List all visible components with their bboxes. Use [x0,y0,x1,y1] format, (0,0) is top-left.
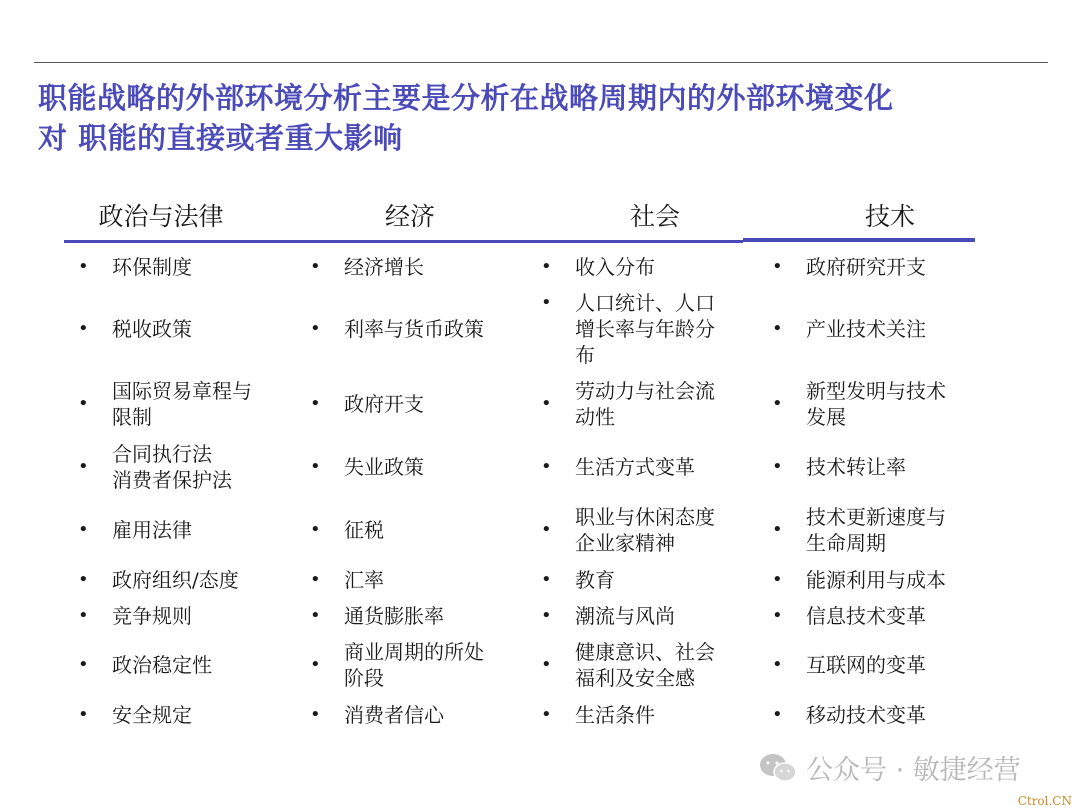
list-item-line: 环保制度 [112,255,192,279]
list-item [772,378,946,430]
bullet: • [310,456,321,477]
bullet: • [78,605,89,626]
list-item-text [575,454,695,480]
list-item-text [112,316,192,342]
list-item-line: 合同执行法 [112,442,212,466]
list-item [541,639,715,691]
bullet: • [772,519,783,540]
list-item [541,254,655,280]
list-item [772,652,926,678]
bullet: • [78,256,89,277]
list-item-text [344,639,484,691]
corner-mark: Ctrol.CN [1017,794,1072,808]
list-item [541,454,695,480]
list-item-line: 征税 [344,518,384,542]
header-underline-accent [743,238,975,242]
column-header-society: 社会 [629,202,680,231]
bullet: • [310,704,321,725]
list-item-line: 产业技术关注 [806,317,926,341]
bullet: • [772,605,783,626]
list-item-line: 潮流与风尚 [575,604,675,628]
title-line-1: 职能战略的外部环境分析主要是分析在战略周期内的外部环境变化 [38,81,894,115]
list-item-text [344,603,444,629]
list-item-line: 动性 [575,405,615,429]
column-header-politics-law: 政治与法律 [98,202,224,231]
list-item [541,567,615,593]
list-item-text [806,504,946,556]
list-item [310,603,444,629]
bullet: • [78,569,89,590]
bullet: • [78,456,89,477]
bullet: • [541,704,552,725]
list-item-line: 安全规定 [112,703,192,727]
list-item [541,702,655,728]
bullet: • [310,605,321,626]
list-item [78,316,192,342]
bullet: • [772,456,783,477]
bullet: • [78,318,89,339]
bullet: • [310,569,321,590]
list-item-line: 发展 [806,405,846,429]
bullet: • [310,519,321,540]
list-item-line: 商业周期的所处 [344,640,484,664]
list-item-line: 通货膨胀率 [344,604,444,628]
list-item-text [806,454,906,480]
list-item-line: 消费者信心 [344,703,444,727]
list-item-line: 劳动力与社会流 [575,379,715,403]
list-item-text [112,603,192,629]
list-item-text [344,316,484,342]
list-item-line: 阶段 [344,666,384,690]
list-item-line: 企业家精神 [575,531,675,555]
list-item-text [575,702,655,728]
list-item-line: 技术更新速度与 [806,505,946,529]
list-item-line: 增长率与年龄分 [575,317,715,341]
list-item-line: 汇率 [344,568,384,592]
list-item [772,567,946,593]
list-item-line: 能源利用与成本 [806,568,946,592]
list-item [78,517,192,543]
bullet: • [541,569,552,590]
bullet: • [78,654,89,675]
bullet: • [78,519,89,540]
list-item-line: 健康意识、社会 [575,640,715,664]
list-item-text [344,517,384,543]
list-item-line: 国际贸易章程与 [112,379,252,403]
bullet: • [78,393,89,414]
list-item-line: 限制 [112,405,152,429]
list-item-text [344,702,444,728]
list-item [772,316,926,342]
list-item [310,517,384,543]
list-item [310,391,424,417]
list-item [310,454,424,480]
list-item [78,254,192,280]
bullet: • [772,256,783,277]
list-item-line: 消费者保护法 [112,468,232,492]
list-item-line: 生活方式变革 [575,455,695,479]
list-item-text [112,652,212,678]
bullet: • [541,605,552,626]
bullet: • [541,519,552,540]
list-item-text [575,254,655,280]
list-item-text [575,290,715,368]
list-item [541,504,715,556]
list-item [78,567,239,593]
bullet: • [772,393,783,414]
watermark [758,748,1021,787]
list-item [772,454,906,480]
column-header-economy: 经济 [384,202,435,231]
list-item-line: 人口统计、人口 [575,291,715,315]
bullet: • [541,256,552,277]
list-item [310,567,384,593]
bullet: • [772,569,783,590]
bullet: • [772,704,783,725]
list-item-line: 福利及安全感 [575,666,695,690]
list-item [772,603,926,629]
bullet: • [310,654,321,675]
list-item-text [112,517,192,543]
bullet: • [772,654,783,675]
bullet: • [541,456,552,477]
list-item-line: 政府组织/态度 [112,568,239,592]
list-item-line: 生命周期 [806,531,886,555]
list-item [310,639,484,691]
list-item-line: 生活条件 [575,703,655,727]
list-item [541,378,715,430]
list-item-line: 利率与货币政策 [344,317,484,341]
list-item-line: 税收政策 [112,317,192,341]
list-item-line: 竞争规则 [112,604,192,628]
list-item [541,603,675,629]
list-item-line: 信息技术变革 [806,604,926,628]
list-item-line: 移动技术变革 [806,703,926,727]
list-item-text [806,378,946,430]
bullet: • [78,704,89,725]
list-item [78,378,252,430]
list-item-line: 布 [575,343,595,367]
list-item-line: 技术转让率 [806,455,906,479]
list-item-text [806,652,926,678]
list-item-text [112,567,239,593]
list-item-text [112,441,232,493]
bullet: • [310,256,321,277]
list-item-line: 政府研究开支 [806,255,926,279]
list-item-text [112,378,252,430]
list-item-line: 互联网的变革 [806,653,926,677]
bullet: • [772,318,783,339]
list-item-text [806,567,946,593]
top-rule [34,62,1048,63]
watermark-text: 公众号 · 敏捷经营 [806,755,1021,786]
list-item-line: 政治稳定性 [112,653,212,677]
list-item [78,702,192,728]
list-item [78,441,232,493]
bullet: • [310,318,321,339]
list-item-line: 经济增长 [344,255,424,279]
column-header-technology: 技术 [864,202,915,231]
list-item-text [112,254,192,280]
list-item-line: 失业政策 [344,455,424,479]
bullet: • [541,393,552,414]
list-item [310,254,424,280]
list-item-text [344,567,384,593]
list-item [78,603,192,629]
list-item-line: 新型发明与技术 [806,379,946,403]
list-item [772,702,926,728]
list-item [772,504,946,556]
list-item [310,316,484,342]
list-item-text [575,639,715,691]
bullet: • [541,292,552,313]
list-item-line: 职业与休闲态度 [575,505,715,529]
list-item-text [344,454,424,480]
list-item-text [344,391,424,417]
list-item-text [806,702,926,728]
list-item-text [112,702,192,728]
title-line-2: 对 职能的直接或者重大影响 [38,121,403,155]
list-item [772,254,926,280]
list-item-text [575,603,675,629]
list-item-text [806,254,926,280]
list-item [78,652,212,678]
list-item [541,290,715,368]
list-item-line: 政府开支 [344,392,424,416]
wechat-icon [758,752,798,784]
list-item-text [575,504,715,556]
list-item-line: 教育 [575,568,615,592]
list-item-text [575,567,615,593]
list-item-text [806,316,926,342]
list-item-text [806,603,926,629]
header-underline [64,240,743,243]
list-item-text [575,378,715,430]
list-item-line: 收入分布 [575,255,655,279]
list-item-text [344,254,424,280]
slide-title [38,78,1038,158]
bullet: • [310,393,321,414]
list-item-line: 雇用法律 [112,518,192,542]
bullet: • [541,654,552,675]
list-item [310,702,444,728]
